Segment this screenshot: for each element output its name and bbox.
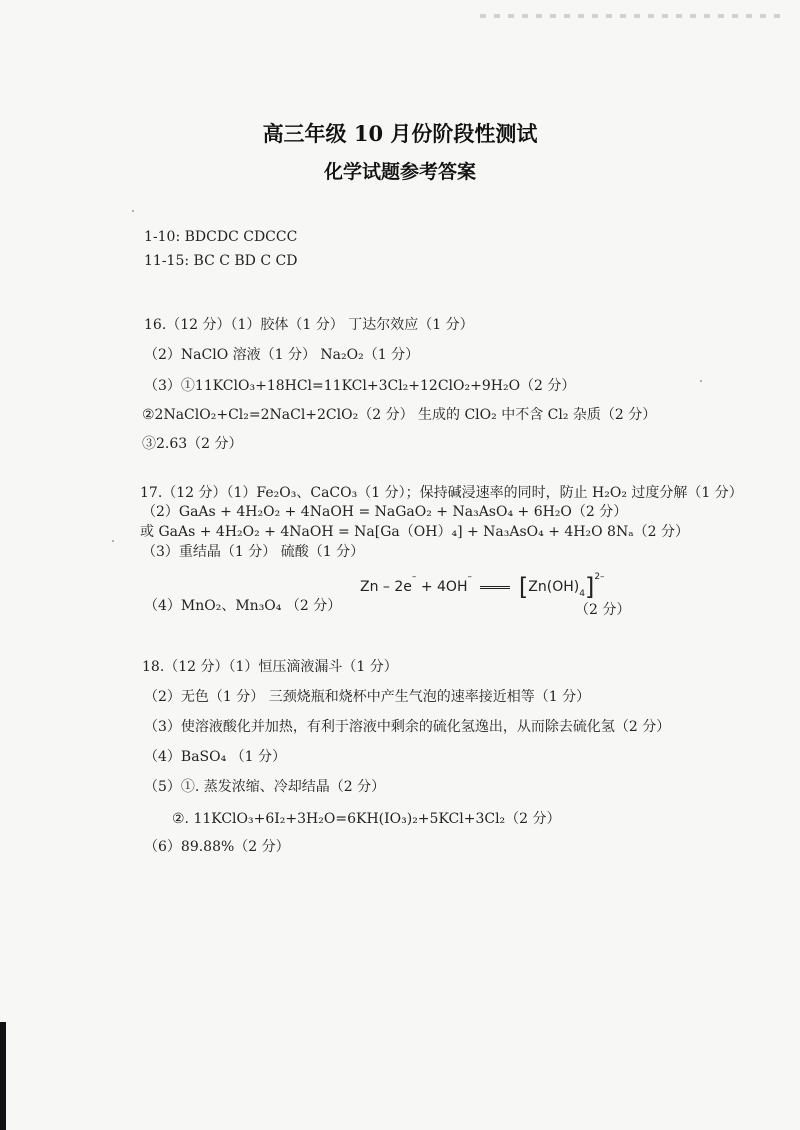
- q17-part4: （4）MnO₂、Mn₃O₄ （2 分）: [144, 598, 342, 614]
- q18-part1: 18.（12 分）（1）恒压滴液漏斗（1 分）: [142, 659, 398, 675]
- q17-part1: 17.（12 分）（1）Fe₂O₃、CaCO₃（1 分）；保持碱浸速率的同时，防止 H₂O₂ 过度分解（1 分）: [140, 485, 743, 501]
- scan-artifact-left-edge: [0, 1022, 6, 1130]
- eq-sub: 4: [579, 589, 585, 599]
- page-title: 高三年级 10 月份阶段性测试: [262, 121, 538, 146]
- eq-mid: + 4OH: [416, 579, 468, 595]
- mc-answers-1-10: 1-10: BDCDC CDCCC: [144, 229, 298, 245]
- q18-part6: （6）89.88%（2 分）: [144, 839, 290, 855]
- q16-part3-1: （3）①11KClO₃+18HCl=11KCl+3Cl₂+12ClO₂+9H₂O（2 分）: [144, 378, 576, 394]
- q18-part5-1: （5）①. 蒸发浓缩、冷却结晶（2 分）: [144, 779, 386, 795]
- q17-part2-alt: 或 GaAs + 4H₂O₂ + 4NaOH = Na[Ga（OH）₄] + Na₃AsO₄ + 4H₂O 8Nₐ（2 分）: [140, 524, 689, 540]
- q18-part3: （3）使溶液酸化并加热，有利于溶液中剩余的硫化氢逸出，从而除去硫化氢（2 分）: [144, 719, 671, 735]
- scan-speck: [700, 380, 702, 382]
- zinc-equation: [360, 572, 605, 601]
- equals-arrow: [480, 586, 510, 589]
- eq-zn: Zn(OH): [528, 579, 580, 595]
- q17-part3: （3）重结晶（1 分） 硫酸（1 分）: [142, 544, 365, 560]
- q18-part4: （4）BaSO₄ （1 分）: [144, 749, 287, 765]
- eq-charge: 2–: [594, 572, 605, 582]
- q18-part2: （2）无色（1 分） 三颈烧瓶和烧杯中产生气泡的速率接近相等（1 分）: [144, 689, 591, 705]
- right-bracket: ]: [584, 573, 595, 601]
- q16-part2: （2）NaClO 溶液（1 分） Na₂O₂（1 分）: [144, 347, 420, 363]
- mc-answers-11-15: 11-15: BC C BD C CD: [144, 253, 298, 269]
- eq-left: Zn – 2e: [360, 579, 412, 595]
- q16-part3-3: ③2.63（2 分）: [142, 436, 243, 452]
- q16-part3-2: ②2NaClO₂+Cl₂=2NaCl+2ClO₂（2 分） 生成的 ClO₂ 中不含 Cl₂ 杂质（2 分）: [142, 407, 657, 423]
- page-subtitle: 化学试题参考答案: [323, 161, 476, 183]
- scan-speck: [132, 210, 134, 212]
- q17-part4-score: （2 分）: [575, 602, 631, 618]
- scan-speck: [112, 540, 114, 542]
- q18-part5-2: ②. 11KClO₃+6I₂+3H₂O=6KH(IO₃)₂+5KCl+3Cl₂（2 分）: [172, 811, 561, 827]
- eq-sup2: –: [467, 572, 472, 582]
- left-bracket: [: [518, 573, 529, 601]
- scan-artifact-top: [480, 14, 780, 18]
- eq-sup1: –: [411, 572, 417, 582]
- q17-part2: （2）GaAs + 4H₂O₂ + 4NaOH = NaGaO₂ + Na₃AsO₄ + 6H₂O（2 分）: [142, 504, 628, 520]
- q16-part1: 16.（12 分）（1）胶体（1 分） 丁达尔效应（1 分）: [144, 317, 474, 333]
